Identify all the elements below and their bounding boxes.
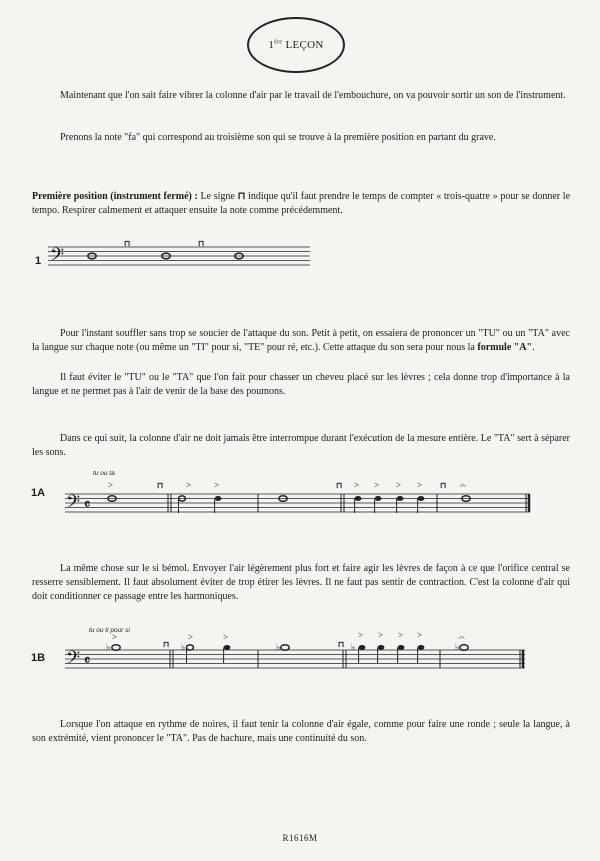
- accent-icon: >: [374, 480, 380, 490]
- breath-mark-icon: ⊓: [338, 640, 345, 649]
- breath-mark-icon: ⊓: [440, 481, 447, 490]
- exercise-1a-syllable: tu ou ta: [93, 470, 115, 477]
- flat-icon: ♭: [276, 642, 281, 652]
- breath-mark-icon: ⊓: [157, 481, 164, 490]
- bass-clef-icon: 𝄢: [66, 647, 81, 672]
- flat-icon: ♭: [106, 642, 111, 652]
- accent-icon: >: [396, 480, 402, 490]
- accent-icon: >: [398, 630, 404, 640]
- breath-mark-icon: ⊓: [336, 481, 343, 490]
- lesson-title: 1ère LEÇON: [268, 39, 324, 51]
- paragraph-air-column: Dans ce qui suit, la colonne d'air ne doit jamais être interrompue durant l'exécution de la mesure entière. Le "TA" sert à séparer les sons.: [32, 433, 570, 458]
- flat-icon: ♭: [181, 642, 186, 652]
- fermata-icon: 𝄐: [460, 481, 466, 492]
- first-position-heading: Première position (instrument fermé) :: [32, 191, 198, 202]
- paragraph-quarter-notes: Lorsque l'on attaque en rythme de noires, il faut tenir la colonne d'air égale, comme pour faire une ronde ; seule la langue, à son extrémité, vient prononcer le "TA". Pas de hachure, mais une continuité du son.: [32, 719, 570, 744]
- breath-mark-icon: ⊓: [163, 640, 170, 649]
- accent-icon: >: [354, 480, 360, 490]
- accent-icon: >: [378, 630, 384, 640]
- accent-icon: >: [223, 632, 229, 642]
- accent-icon: >: [188, 632, 194, 642]
- exercise-1a-label: 1A: [31, 487, 46, 499]
- accent-icon: >: [358, 630, 364, 640]
- bass-clef-icon: 𝄢: [66, 491, 81, 516]
- exercise-1b-syllable: tu ou ti pour si: [89, 627, 130, 634]
- accent-icon: >: [108, 480, 114, 490]
- exercise-1b-label: 1B: [31, 652, 46, 664]
- accent-icon: >: [186, 480, 192, 490]
- breath-mark-icon: ⊓: [124, 239, 131, 248]
- accent-icon: >: [417, 630, 423, 640]
- common-time-icon: 𝄴: [84, 498, 91, 513]
- common-time-icon: 𝄴: [84, 654, 91, 669]
- flat-icon: ♭: [351, 642, 356, 652]
- breath-mark-icon: ⊓: [198, 239, 205, 248]
- paragraph-intro: Maintenant que l'on sait faire vibrer la colonne d'air par le travail de l'embouchure, on va pouvoir sortir un son de l'instrument.: [60, 90, 566, 101]
- page-footer-code: R1616M: [282, 833, 318, 843]
- paragraph-first-position: Première position (instrument fermé) : Le signe ⊓ indique qu'il faut prendre le temps de compter « trois-quatre » pour se donner le tempo. Respirer calmement et attaquer ensuite la note comme précédemment.: [32, 191, 571, 216]
- accent-icon: >: [112, 632, 118, 642]
- paragraph-attack: Pour l'instant souffler sans trop se soucier de l'attaque du son. Petit à petit, on essaiera de prononcer un "TU" ou un "TA" avec la langue sur chaque note (ou même un "TI" pour si, "TE" pour ré, etc.). Cette attaque du son sera pour nous la formule "A".: [32, 328, 570, 353]
- flat-icon: ♭: [455, 642, 460, 652]
- fermata-icon: 𝄐: [459, 633, 465, 644]
- accent-icon: >: [214, 480, 220, 490]
- paragraph-si-bemol: La même chose sur le si bémol. Envoyer l'air légèrement plus fort et faire agir les lèvres de façon à ce que l'orifice central se resserre sensiblement. Il faut absolument éviter de trop étirer les lèvres. Il ne faut pas sentir de contraction. C'est la colonne d'air qui doit conditionner ce passage entre les harmoniques.: [32, 563, 570, 602]
- breath-sign-icon: ⊓: [237, 191, 246, 202]
- accent-icon: >: [417, 480, 423, 490]
- exercise-1-label: 1: [35, 255, 42, 267]
- lesson-title-oval: [247, 17, 345, 73]
- paragraph-avoid-tu: Il faut éviter le "TU" ou le "TA" que l'on fait pour chasser un cheveu placé sur les lèvres ; cela donne trop d'importance à la langue et ne permet pas à l'air de venir de la base des poumons.: [32, 372, 570, 397]
- bass-clef-icon: 𝄢: [50, 244, 65, 269]
- paragraph-note-fa: Prenons la note "fa" qui correspond au troisième son qui se trouve à la première position en partant du grave.: [60, 132, 496, 143]
